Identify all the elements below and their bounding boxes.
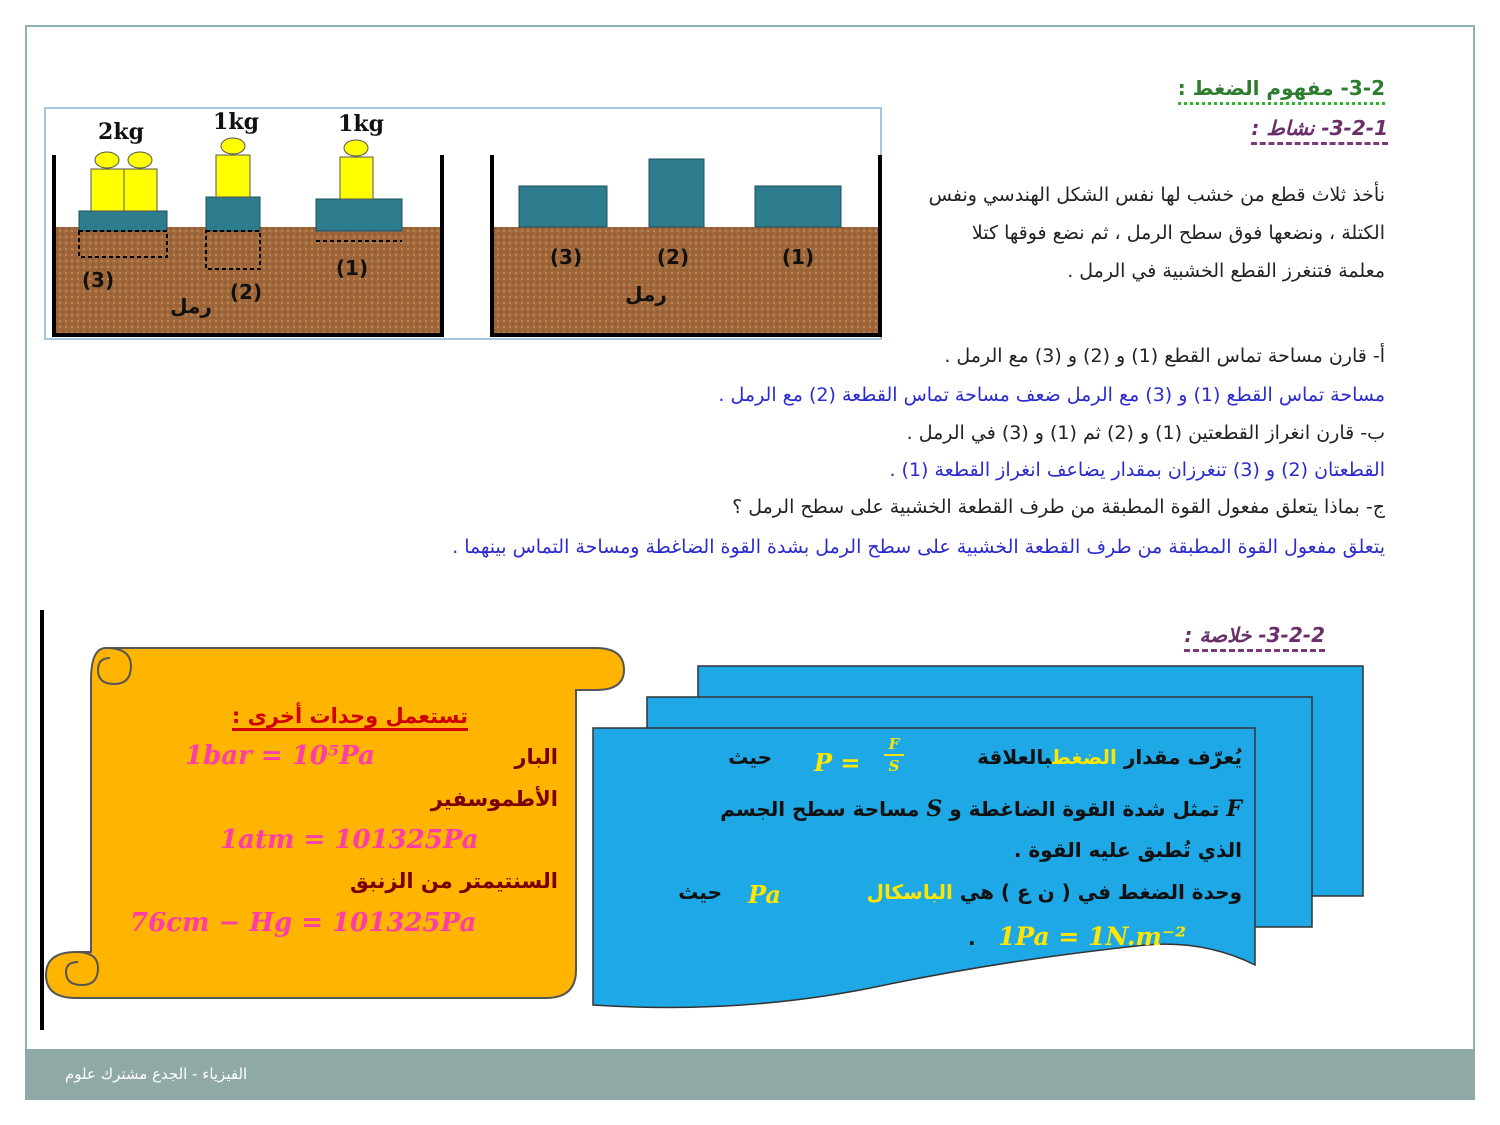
hg-label: السنتيمتر من الزنبق <box>350 869 558 893</box>
activity-heading: 3-2-1- نشاط : <box>1251 116 1388 145</box>
pressure-formula-fraction <box>884 736 904 774</box>
definition-line-4 <box>867 880 1242 904</box>
weight-1kg-middle <box>216 155 250 197</box>
hg-equation: 76cm − Hg = 101325Pa <box>130 908 477 938</box>
container-after <box>52 109 444 336</box>
unit-intro: وحدة الضغط في ( ن ع ) هي <box>959 880 1242 904</box>
answer-b: القطعتان (2) و (3) تنغرزان بمقدار يضاعف انغراز القطعة (1) . <box>889 459 1385 481</box>
definition-line-2 <box>720 796 1242 822</box>
label-3-before: (3) <box>549 245 583 269</box>
formula-denominator: S <box>888 757 900 775</box>
label-2-after: (2) <box>229 280 263 304</box>
mass-label-1kg-middle: 1kg <box>213 109 259 135</box>
pascal-word: الباسكال <box>866 880 953 904</box>
pressure-formula-lhs: P = <box>814 748 861 777</box>
sand-label-before: رمل <box>625 282 667 306</box>
mass-label-2kg: 2kg <box>98 119 144 145</box>
wood-block-1-after <box>316 199 402 231</box>
label-1-after: (1) <box>335 256 369 280</box>
definition-line-3: الذي تُطبق عليه القوة . <box>1013 838 1242 862</box>
weight-2kg-a <box>91 169 124 211</box>
pressure-word: الضغط <box>1052 745 1117 769</box>
experiment-illustration <box>46 109 884 342</box>
pressure-definition-cards <box>585 660 1365 1020</box>
area-description: مساحة سطح الجسم <box>720 797 920 821</box>
wood-block-1-before <box>755 186 841 227</box>
where-word-1: حيث <box>728 745 772 769</box>
bar-label: البار <box>514 745 558 769</box>
label-3-after: (3) <box>81 268 115 292</box>
units-title: تستعمل وحدات أخرى : <box>232 704 468 731</box>
pascal-definition-dot: . <box>968 926 976 950</box>
label-1-before: (1) <box>781 245 815 269</box>
question-b: ب- قارن انغراز القطعتين (1) و (2) ثم (1) و (3) في الرمل . <box>906 422 1385 444</box>
definition-line-1 <box>977 745 1242 769</box>
atm-equation: 1atm = 101325Pa <box>220 825 479 855</box>
conclusion-heading: 3-2-2- خلاصة : <box>1184 623 1325 652</box>
answer-c: يتعلق مفعول القوة المطبقة من طرف القطعة الخشبية على سطح الرمل بشدة القوة الضاغطة ومساحة التماس بينهما . <box>452 536 1385 558</box>
footer-bar <box>25 1049 1475 1100</box>
question-c: ج- بماذا يتعلق مفعول القوة المطبقة من طرف القطعة الخشبية على سطح الرمل ؟ <box>732 496 1385 518</box>
formula-numerator: F <box>888 735 900 753</box>
weight-2kg-b <box>124 169 157 211</box>
pascal-definition: 1Pa = 1N.m⁻² <box>998 922 1187 951</box>
sand-label-after: رمل <box>170 294 212 318</box>
where-word-2: حيث <box>678 880 722 904</box>
footer-text: الفيزياء - الجدع مشترك علوم <box>65 1065 248 1083</box>
wood-block-3-after <box>79 211 167 231</box>
force-description: تمثل شدة القوة الضاغطة و <box>949 797 1220 821</box>
relation-word: بالعلاقة <box>977 745 1053 769</box>
wood-block-2-after <box>206 197 260 231</box>
label-2-before: (2) <box>656 245 690 269</box>
container-before <box>490 155 882 336</box>
atm-label: الأطموسفير <box>430 787 558 811</box>
bar-equation: 1bar = 10⁵Pa <box>185 741 375 771</box>
mass-label-1kg-right: 1kg <box>338 111 384 137</box>
var-f: F <box>1226 796 1242 822</box>
question-a: أ- قارن مساحة تماس القطع (1) و (2) و (3) مع الرمل . <box>944 345 1385 367</box>
activity-description: نأخذ ثلاث قطع من خشب لها نفس الشكل الهندسي ونفس الكتلة ، ونضعها فوق سطح الرمل ، ثم نضع فوقها كتلا معلمة فتنغرز القطع الخشبية في الرمل . <box>928 184 1385 282</box>
pascal-symbol: Pa <box>748 880 781 909</box>
wood-block-2-before <box>649 159 704 227</box>
section-heading: 3-2- مفهوم الضغط : <box>1178 76 1385 105</box>
sand-experiment-figure <box>44 107 882 340</box>
wood-block-3-before <box>519 186 607 227</box>
answer-a: مساحة تماس القطع (1) و (3) مع الرمل ضعف مساحة تماس القطعة (2) مع الرمل . <box>718 384 1385 406</box>
var-s: S <box>926 796 943 822</box>
definition-intro: يُعرّف مقدار <box>1123 745 1242 769</box>
weight-1kg-right <box>340 157 373 199</box>
